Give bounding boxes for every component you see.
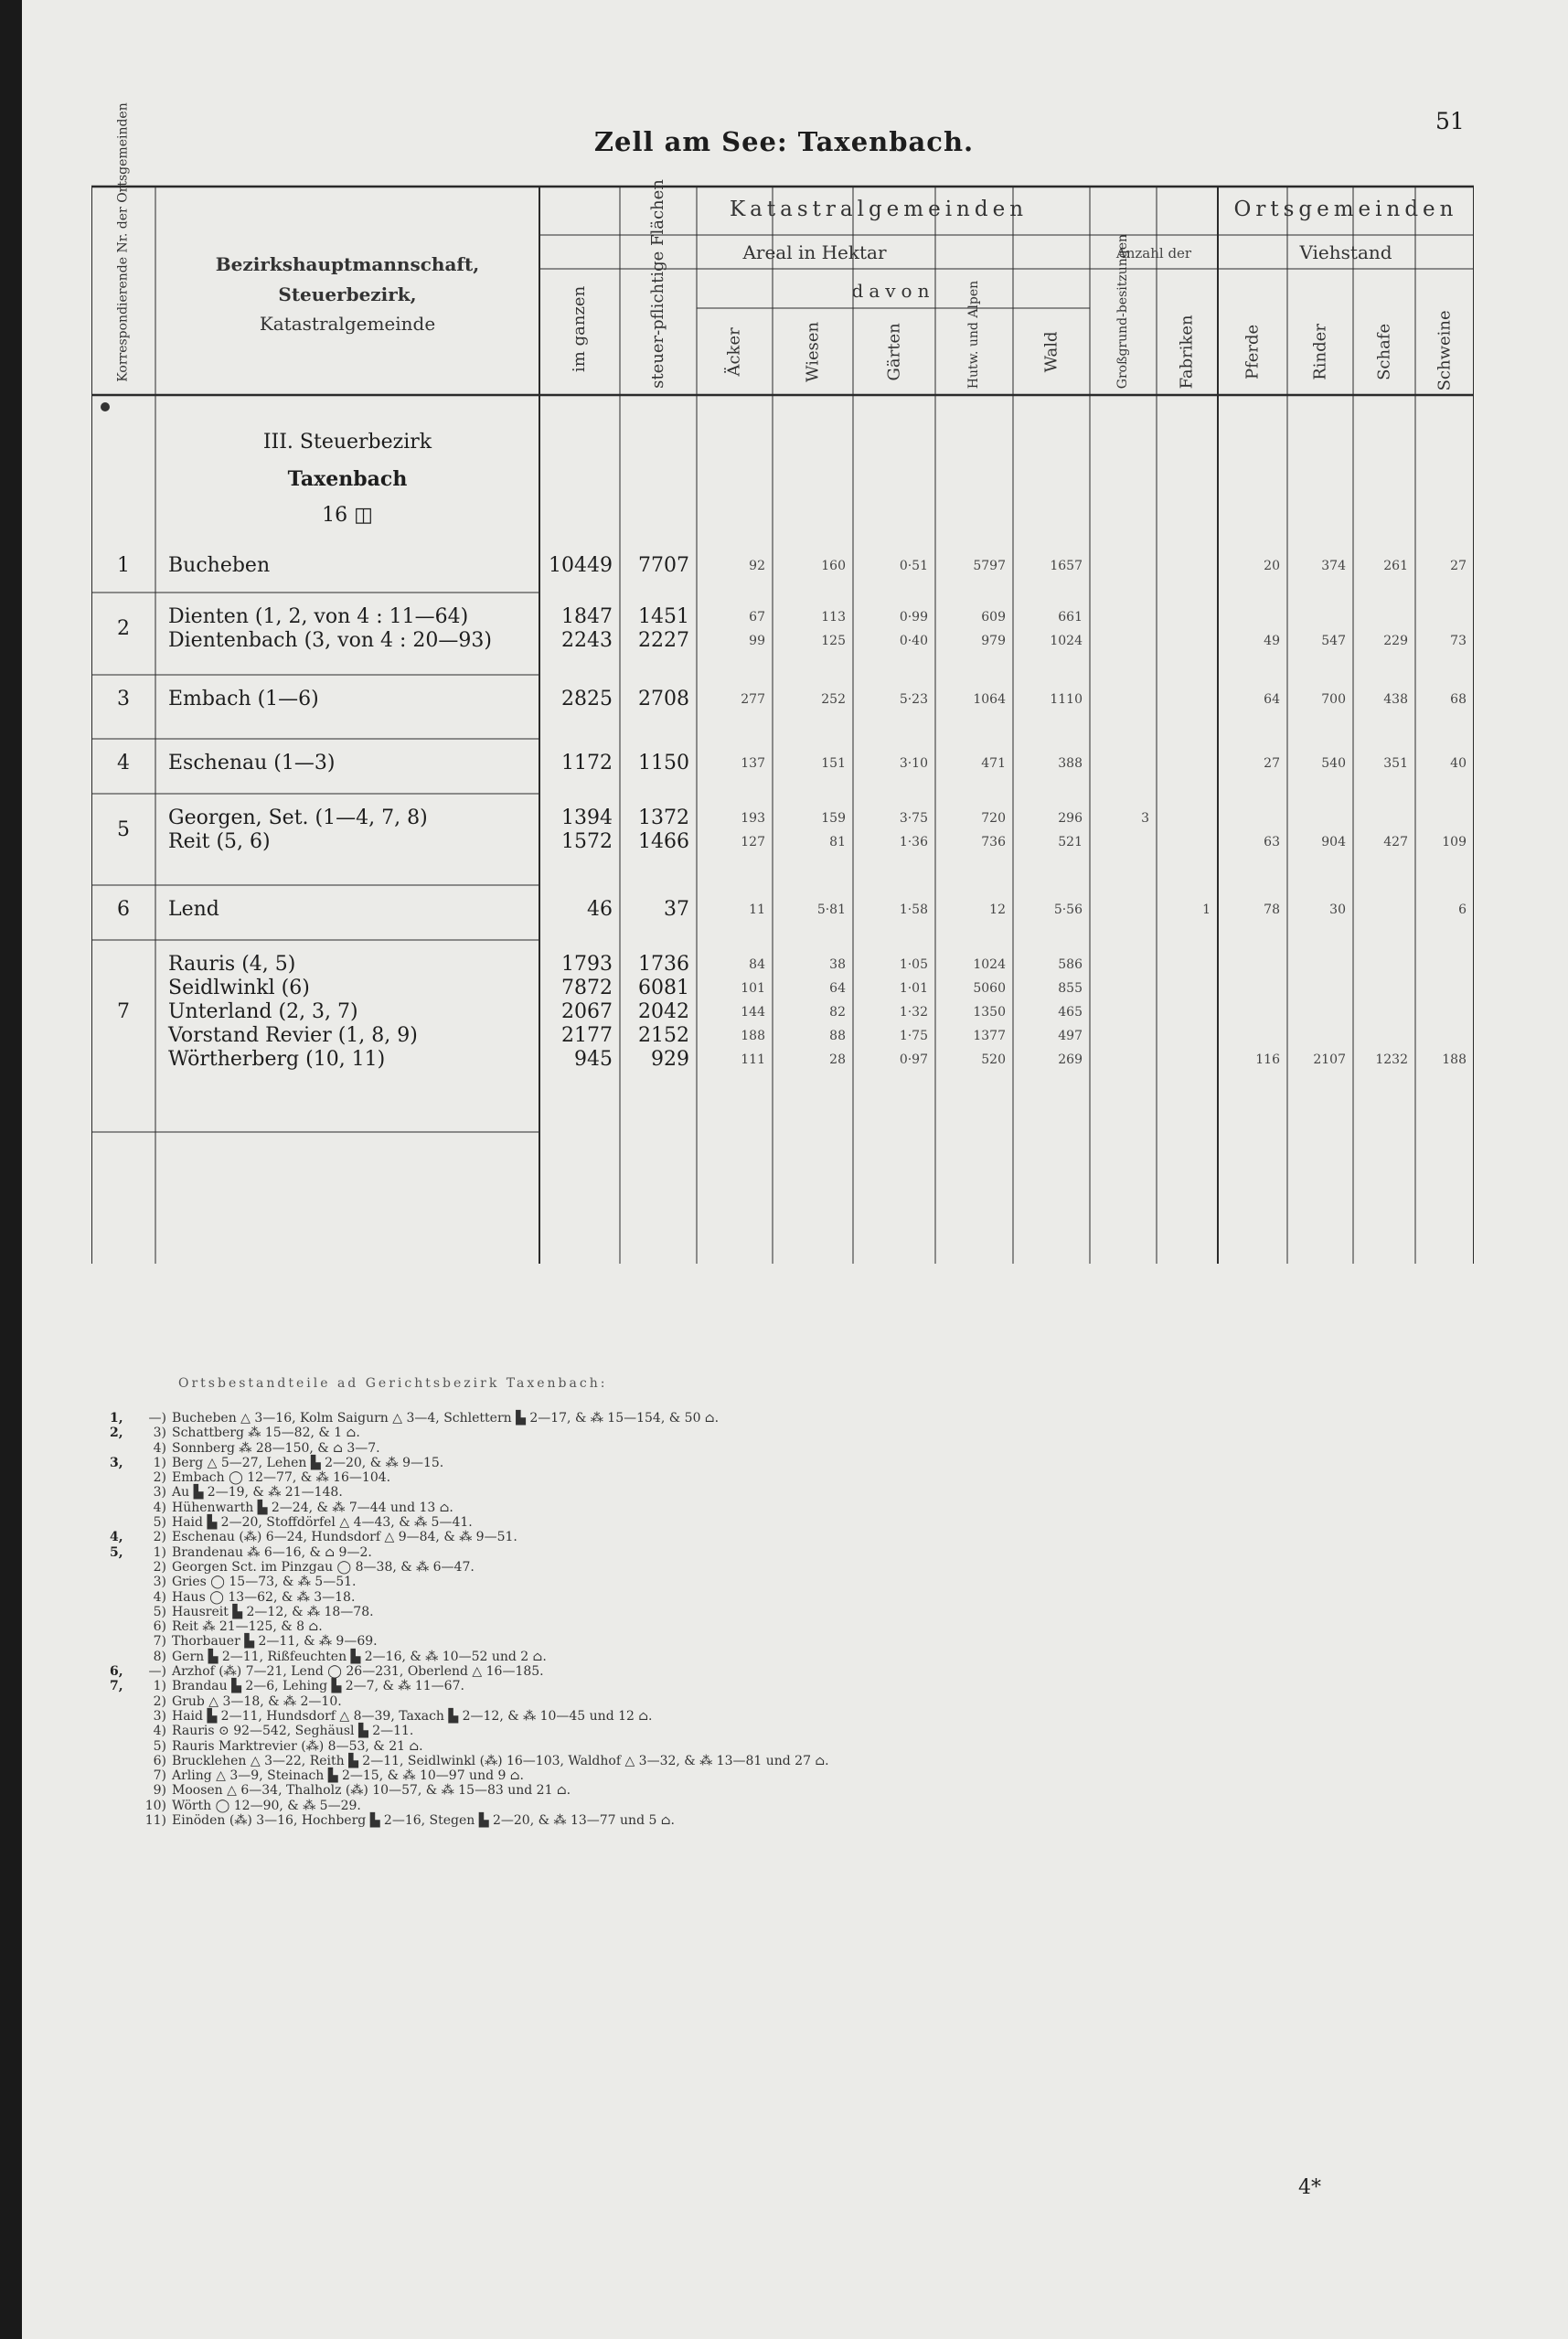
note-index: 7) (153, 1768, 166, 1784)
cell-rinder: 374 (1321, 559, 1346, 573)
cell-ganzen: 46 (587, 898, 613, 921)
note-line (110, 1545, 1390, 1560)
note-index: 3) (153, 1426, 166, 1441)
cell-gaerten: 1·58 (899, 902, 928, 917)
row-name: Lend (168, 898, 219, 921)
header-anzahl: Anzahl der (1115, 245, 1192, 262)
cell-aecker: 193 (741, 811, 765, 826)
cell-schweine: 68 (1450, 692, 1467, 707)
header-bezirk-2: Steuerbezirk, (278, 283, 417, 305)
cell-gross: 3 (1141, 811, 1149, 826)
cell-hutw: 1064 (973, 692, 1006, 707)
header-col-13: Schweine (1435, 310, 1455, 391)
cell-wiesen: 38 (829, 957, 846, 972)
note-text: Arzhof (⁂) 7—21, Lend ◯ 26—231, Oberlend △ 16—185. (172, 1664, 544, 1680)
cell-wiesen: 5·81 (816, 902, 846, 917)
header-col-4: Wiesen (803, 321, 823, 382)
cell-pferde: 116 (1255, 1052, 1280, 1067)
cell-pferde: 20 (1264, 559, 1280, 573)
cell-hutw: 720 (981, 811, 1006, 826)
notes-title: Ortsbestandteile ad Gerichtsbezirk Taxenbach: (178, 1376, 608, 1391)
note-index: 4) (153, 1589, 166, 1605)
cell-gaerten: 1·36 (899, 835, 928, 849)
note-line (110, 1724, 1390, 1738)
note-line (110, 1664, 1390, 1679)
cell-schweine: 109 (1442, 835, 1467, 849)
cell-steuer: 1736 (638, 953, 689, 976)
note-text: Bucheben △ 3—16, Kolm Saigurn △ 3—4, Schlettern ▙ 2—17, & ⁂ 15—154, & 50 ⌂. (172, 1411, 720, 1426)
cell-schweine: 73 (1450, 634, 1467, 648)
note-text: Au ▙ 2—19, & ⁂ 21—148. (172, 1485, 343, 1501)
cell-schafe: 261 (1383, 559, 1408, 573)
note-line (110, 1530, 1390, 1544)
header-col-12: Schafe (1374, 323, 1394, 380)
cell-wiesen: 28 (829, 1052, 846, 1067)
note-text: Grub △ 3—18, & ⁂ 2—10. (172, 1693, 342, 1709)
cell-rinder: 700 (1321, 692, 1346, 707)
header-col-10: Pferde (1243, 324, 1263, 380)
note-line (110, 1470, 1390, 1485)
row-name: Embach (1—6) (168, 688, 319, 710)
cell-ganzen: 1572 (561, 830, 613, 853)
cell-pferde: 49 (1264, 634, 1280, 648)
row-name: Eschenau (1—3) (168, 752, 336, 774)
note-text: Rauris Marktrevier (⁂) 8—53, & 21 ⌂. (172, 1738, 423, 1754)
note-group: 2, (110, 1426, 123, 1441)
note-group: 5, (110, 1544, 123, 1560)
note-line (110, 1441, 1390, 1456)
cell-rinder: 904 (1321, 835, 1346, 849)
note-text: Gern ▙ 2—11, Rißfeuchten ▙ 2—16, & ⁂ 10—52 und 2 ⌂. (172, 1649, 547, 1664)
cell-wald: 586 (1058, 957, 1083, 972)
cell-steuer: 1451 (638, 605, 689, 628)
header-katastralgemeinden: Katastralgemeinden (729, 198, 1029, 221)
row-name: Wörtherberg (10, 11) (168, 1048, 386, 1071)
note-index: 1) (153, 1679, 166, 1694)
note-group: 7, (110, 1679, 123, 1694)
note-text: Arling △ 3—9, Steinach ▙ 2—15, & ⁂ 10—97 und 9 ⌂. (172, 1768, 524, 1784)
cell-gaerten: 3·10 (899, 756, 928, 771)
cell-gaerten: 1·01 (899, 981, 928, 996)
note-line (110, 1754, 1390, 1768)
cell-aecker: 99 (749, 634, 765, 648)
note-line (110, 1426, 1390, 1440)
row-name: Georgen, Set. (1—4, 7, 8) (168, 806, 428, 829)
row-number: 1 (117, 554, 130, 577)
cell-schweine: 27 (1450, 559, 1467, 573)
cell-gaerten: 1·32 (899, 1005, 928, 1020)
note-text: Einöden (⁂) 3—16, Hochberg ▙ 2—16, Stegen ▙ 2—20, & ⁂ 13—77 und 5 ⌂. (172, 1813, 675, 1829)
note-line (110, 1515, 1390, 1530)
cell-hutw: 609 (981, 610, 1006, 625)
cell-wald: 296 (1058, 811, 1083, 826)
cell-aecker: 67 (749, 610, 765, 625)
row-name: Dienten (1, 2, von 4 : 11—64) (168, 605, 469, 628)
cell-wald: 1110 (1050, 692, 1083, 707)
cell-steuer: 7707 (638, 554, 689, 577)
cell-hutw: 471 (981, 756, 1006, 771)
note-index: 6) (153, 1753, 166, 1768)
cell-ganzen: 10449 (549, 554, 613, 577)
cell-schafe: 1232 (1375, 1052, 1408, 1067)
note-line (110, 1799, 1390, 1813)
notes-list (110, 1411, 1390, 1828)
note-text: Brandenau ⁂ 6—16, & ⌂ 9—2. (172, 1544, 372, 1560)
header-bezirk-1: Bezirkshauptmannschaft, (215, 253, 480, 275)
header-viehstand: Viehstand (1299, 241, 1392, 263)
note-line (110, 1575, 1390, 1589)
note-text: Hühenwarth ▙ 2—24, & ⁂ 7—44 und 13 ⌂. (172, 1500, 453, 1515)
note-index: 10) (144, 1798, 166, 1813)
note-text: Brandau ▙ 2—6, Lehing ▙ 2—7, & ⁂ 11—67. (172, 1679, 464, 1694)
cell-gaerten: 0·40 (899, 634, 928, 648)
row-name: Reit (5, 6) (168, 830, 271, 853)
note-text: Haid ▙ 2—11, Hundsdorf △ 8—39, Taxach ▙ 2—12, & ⁂ 10—45 und 12 ⌂. (172, 1708, 653, 1724)
footnote-mark: 4* (1298, 2176, 1321, 2199)
cell-pferde: 64 (1264, 692, 1280, 707)
note-text: Rauris ⊙ 92—542, Seghäusl ▙ 2—11. (172, 1724, 414, 1739)
cell-pferde: 27 (1264, 756, 1280, 771)
note-index: 3) (153, 1485, 166, 1501)
cell-hutw: 1350 (973, 1005, 1006, 1020)
cell-gaerten: 0·97 (899, 1052, 928, 1067)
cell-ganzen: 2067 (561, 1000, 613, 1023)
row-number: 6 (117, 898, 130, 921)
cell-rinder: 540 (1321, 756, 1346, 771)
note-index: 2) (153, 1530, 166, 1545)
cell-schafe: 438 (1383, 692, 1408, 707)
cell-hutw: 1377 (973, 1029, 1006, 1043)
cell-gaerten: 1·75 (899, 1029, 928, 1043)
header-davon: davon (851, 280, 935, 302)
cell-gaerten: 1·05 (899, 957, 928, 972)
cell-schweine: 188 (1442, 1052, 1467, 1067)
page-title: Zell am See: Taxenbach. (593, 126, 975, 157)
note-index: —) (148, 1411, 166, 1426)
cell-wiesen: 82 (829, 1005, 846, 1020)
note-line (110, 1709, 1390, 1724)
cell-ganzen: 1847 (561, 605, 613, 628)
cell-aecker: 92 (749, 559, 765, 573)
note-line (110, 1619, 1390, 1634)
header-col-5: Gärten (884, 323, 904, 381)
cell-ganzen: 1172 (561, 752, 613, 774)
cell-rinder: 2107 (1313, 1052, 1346, 1067)
note-line (110, 1485, 1390, 1500)
cell-steuer: 6081 (638, 977, 689, 999)
cell-steuer: 2227 (638, 629, 689, 652)
cell-aecker: 188 (741, 1029, 765, 1043)
cell-aecker: 84 (749, 957, 765, 972)
cell-fabr: 1 (1202, 902, 1211, 917)
cell-hutw: 520 (981, 1052, 1006, 1067)
section-steuerbezirk: III. Steuerbezirk (262, 431, 432, 454)
note-line (110, 1590, 1390, 1605)
note-index: 5) (153, 1515, 166, 1531)
cell-steuer: 929 (651, 1048, 689, 1071)
cell-pferde: 63 (1264, 835, 1280, 849)
header-col-7: Wald (1041, 331, 1061, 373)
row-name: Vorstand Revier (1, 8, 9) (168, 1024, 418, 1047)
note-line (110, 1650, 1390, 1664)
note-index: 2) (153, 1693, 166, 1709)
cell-schweine: 40 (1450, 756, 1467, 771)
note-line (110, 1605, 1390, 1619)
note-index: 4) (153, 1500, 166, 1515)
note-text: Embach ◯ 12—77, & ⁂ 16—104. (172, 1470, 391, 1486)
note-line (110, 1411, 1390, 1426)
cell-aecker: 11 (749, 902, 765, 917)
cell-wiesen: 81 (829, 835, 846, 849)
cell-ganzen: 1793 (561, 953, 613, 976)
note-text: Sonnberg ⁂ 28—150, & ⌂ 3—7. (172, 1440, 380, 1456)
note-text: Reit ⁂ 21—125, & 8 ⌂. (172, 1619, 323, 1635)
note-text: Schattberg ⁂ 15—82, & 1 ⌂. (172, 1426, 360, 1441)
cell-wiesen: 160 (821, 559, 846, 573)
row-number: 3 (117, 688, 130, 710)
note-group: 3, (110, 1455, 123, 1470)
section-taxenbach: Taxenbach (287, 467, 408, 491)
cell-wald: 521 (1058, 835, 1083, 849)
note-index: 9) (153, 1783, 166, 1799)
header-col-3: Äcker (724, 327, 744, 377)
cell-steuer: 2152 (638, 1024, 689, 1047)
note-line (110, 1694, 1390, 1709)
note-line (110, 1456, 1390, 1470)
note-text: Eschenau (⁂) 6—24, Hundsdorf △ 9—84, & ⁂ 9—51. (172, 1530, 517, 1545)
note-text: Brucklehen △ 3—22, Reith ▙ 2—11, Seidlwinkl (⁂) 16—103, Waldhof △ 3—32, & ⁂ 13—81 und 27 ⌂. (172, 1753, 829, 1768)
cell-aecker: 127 (741, 835, 765, 849)
cell-wiesen: 159 (821, 811, 846, 826)
note-index: 5) (153, 1738, 166, 1754)
note-line (110, 1739, 1390, 1754)
note-index: —) (148, 1664, 166, 1680)
note-text: Wörth ◯ 12—90, & ⁂ 5—29. (172, 1798, 361, 1813)
cell-ganzen: 2825 (561, 688, 613, 710)
cell-aecker: 144 (741, 1005, 765, 1020)
cell-wald: 465 (1058, 1005, 1083, 1020)
note-index: 2) (153, 1559, 166, 1575)
header-col-1: im ganzen (570, 285, 590, 372)
note-text: Moosen △ 6—34, Thalholz (⁂) 10—57, & ⁂ 15—83 und 21 ⌂. (172, 1783, 571, 1799)
header-col-8: Großgrund-besitzungen (1115, 233, 1130, 390)
row-number: 4 (117, 752, 130, 774)
note-text: Gries ◯ 15—73, & ⁂ 5—51. (172, 1575, 357, 1590)
cell-wiesen: 64 (829, 981, 846, 996)
cell-wald: 1657 (1050, 559, 1083, 573)
header-ortsgemeinden: Ortsgemeinden (1233, 198, 1458, 221)
cell-steuer: 1372 (638, 806, 689, 829)
cell-aecker: 101 (741, 981, 765, 996)
cell-hutw: 5060 (973, 981, 1006, 996)
cell-wiesen: 113 (821, 610, 846, 625)
note-index: 2) (153, 1470, 166, 1486)
cell-ganzen: 1394 (561, 806, 613, 829)
row-name: Bucheben (168, 554, 271, 577)
note-index: 6) (153, 1619, 166, 1635)
row-name: Seidlwinkl (6) (168, 977, 310, 999)
section-number: 16 ◫ (322, 504, 373, 527)
note-index: 3) (153, 1575, 166, 1590)
cell-wald: 855 (1058, 981, 1083, 996)
cell-hutw: 1024 (973, 957, 1006, 972)
page-number: 51 (1435, 108, 1465, 134)
header-areal: Areal in Hektar (742, 241, 887, 263)
row-name: Rauris (4, 5) (168, 953, 296, 976)
cell-ganzen: 945 (574, 1048, 613, 1071)
note-line (110, 1634, 1390, 1649)
row-marker (101, 402, 110, 411)
cell-steuer: 37 (664, 898, 689, 921)
note-text: Hausreit ▙ 2—12, & ⁂ 18—78. (172, 1604, 374, 1619)
locality-notes (110, 1376, 1390, 1828)
header-col-6: Hutw. und Alpen (965, 280, 981, 390)
cell-gaerten: 0·51 (899, 559, 928, 573)
cell-wiesen: 252 (821, 692, 846, 707)
cell-pferde: 78 (1264, 902, 1280, 917)
cell-wald: 497 (1058, 1029, 1083, 1043)
cell-ganzen: 2177 (561, 1024, 613, 1047)
cell-steuer: 1466 (638, 830, 689, 853)
cell-gaerten: 0·99 (899, 610, 928, 625)
cell-steuer: 2708 (638, 688, 689, 710)
note-line (110, 1813, 1390, 1828)
cell-steuer: 2042 (638, 1000, 689, 1023)
cell-ganzen: 2243 (561, 629, 613, 652)
cell-aecker: 137 (741, 756, 765, 771)
cell-schafe: 427 (1383, 835, 1408, 849)
cell-wald: 5·56 (1053, 902, 1083, 917)
note-line (110, 1679, 1390, 1693)
cell-schweine: 6 (1458, 902, 1467, 917)
cell-schafe: 351 (1383, 756, 1408, 771)
cell-rinder: 547 (1321, 634, 1346, 648)
cell-wiesen: 125 (821, 634, 846, 648)
cell-wald: 269 (1058, 1052, 1083, 1067)
note-group: 6, (110, 1664, 123, 1680)
cell-aecker: 277 (741, 692, 765, 707)
note-index: 1) (153, 1455, 166, 1470)
cell-wiesen: 151 (821, 756, 846, 771)
note-index: 8) (153, 1649, 166, 1664)
note-line (110, 1501, 1390, 1515)
row-name: Unterland (2, 3, 7) (168, 1000, 358, 1023)
row-number: 7 (117, 1000, 130, 1023)
note-index: 1) (153, 1544, 166, 1560)
note-index: 3) (153, 1708, 166, 1724)
header-col-11: Rinder (1310, 324, 1330, 380)
note-index: 4) (153, 1440, 166, 1456)
cell-schafe: 229 (1383, 634, 1408, 648)
cell-ganzen: 7872 (561, 977, 613, 999)
note-index: 5) (153, 1604, 166, 1619)
note-text: Haid ▙ 2—20, Stoffdörfel △ 4—43, & ⁂ 5—41. (172, 1515, 473, 1531)
cell-wald: 1024 (1050, 634, 1083, 648)
row-number: 5 (117, 818, 130, 841)
cell-wald: 388 (1058, 756, 1083, 771)
note-text: Haus ◯ 13—62, & ⁂ 3—18. (172, 1589, 356, 1605)
cell-hutw: 5797 (973, 559, 1006, 573)
note-index: 11) (144, 1813, 166, 1829)
row-number: 2 (117, 617, 130, 640)
cell-aecker: 111 (741, 1052, 765, 1067)
header-col-9: Fabriken (1177, 315, 1197, 390)
header-korrespondierende: Korrespondierende Nr. der Ortsgemeinden (115, 102, 131, 382)
page-binding-edge (0, 0, 22, 2339)
note-line (110, 1783, 1390, 1798)
note-text: Berg △ 5—27, Lehen ▙ 2—20, & ⁂ 9—15. (172, 1455, 444, 1470)
note-text: Georgen Sct. im Pinzgau ◯ 8—38, & ⁂ 6—47. (172, 1559, 475, 1575)
note-text: Thorbauer ▙ 2—11, & ⁂ 9—69. (172, 1634, 378, 1650)
cell-wald: 661 (1058, 610, 1083, 625)
note-line (110, 1560, 1390, 1575)
row-name: Dientenbach (3, von 4 : 20—93) (168, 629, 492, 652)
cell-hutw: 736 (981, 835, 1006, 849)
header-col-2: steuer-pflichtige Flächen (648, 179, 668, 389)
note-index: 4) (153, 1724, 166, 1739)
header-bezirk-3: Katastralgemeinde (259, 313, 436, 335)
cell-hutw: 12 (989, 902, 1006, 917)
cell-rinder: 30 (1329, 902, 1346, 917)
note-group: 4, (110, 1530, 123, 1545)
cell-wiesen: 88 (829, 1029, 846, 1043)
cell-steuer: 1150 (638, 752, 689, 774)
note-index: 7) (153, 1634, 166, 1650)
note-line (110, 1768, 1390, 1783)
cell-gaerten: 5·23 (899, 692, 928, 707)
cell-hutw: 979 (981, 634, 1006, 648)
note-group: 1, (110, 1411, 123, 1426)
cell-gaerten: 3·75 (899, 811, 928, 826)
